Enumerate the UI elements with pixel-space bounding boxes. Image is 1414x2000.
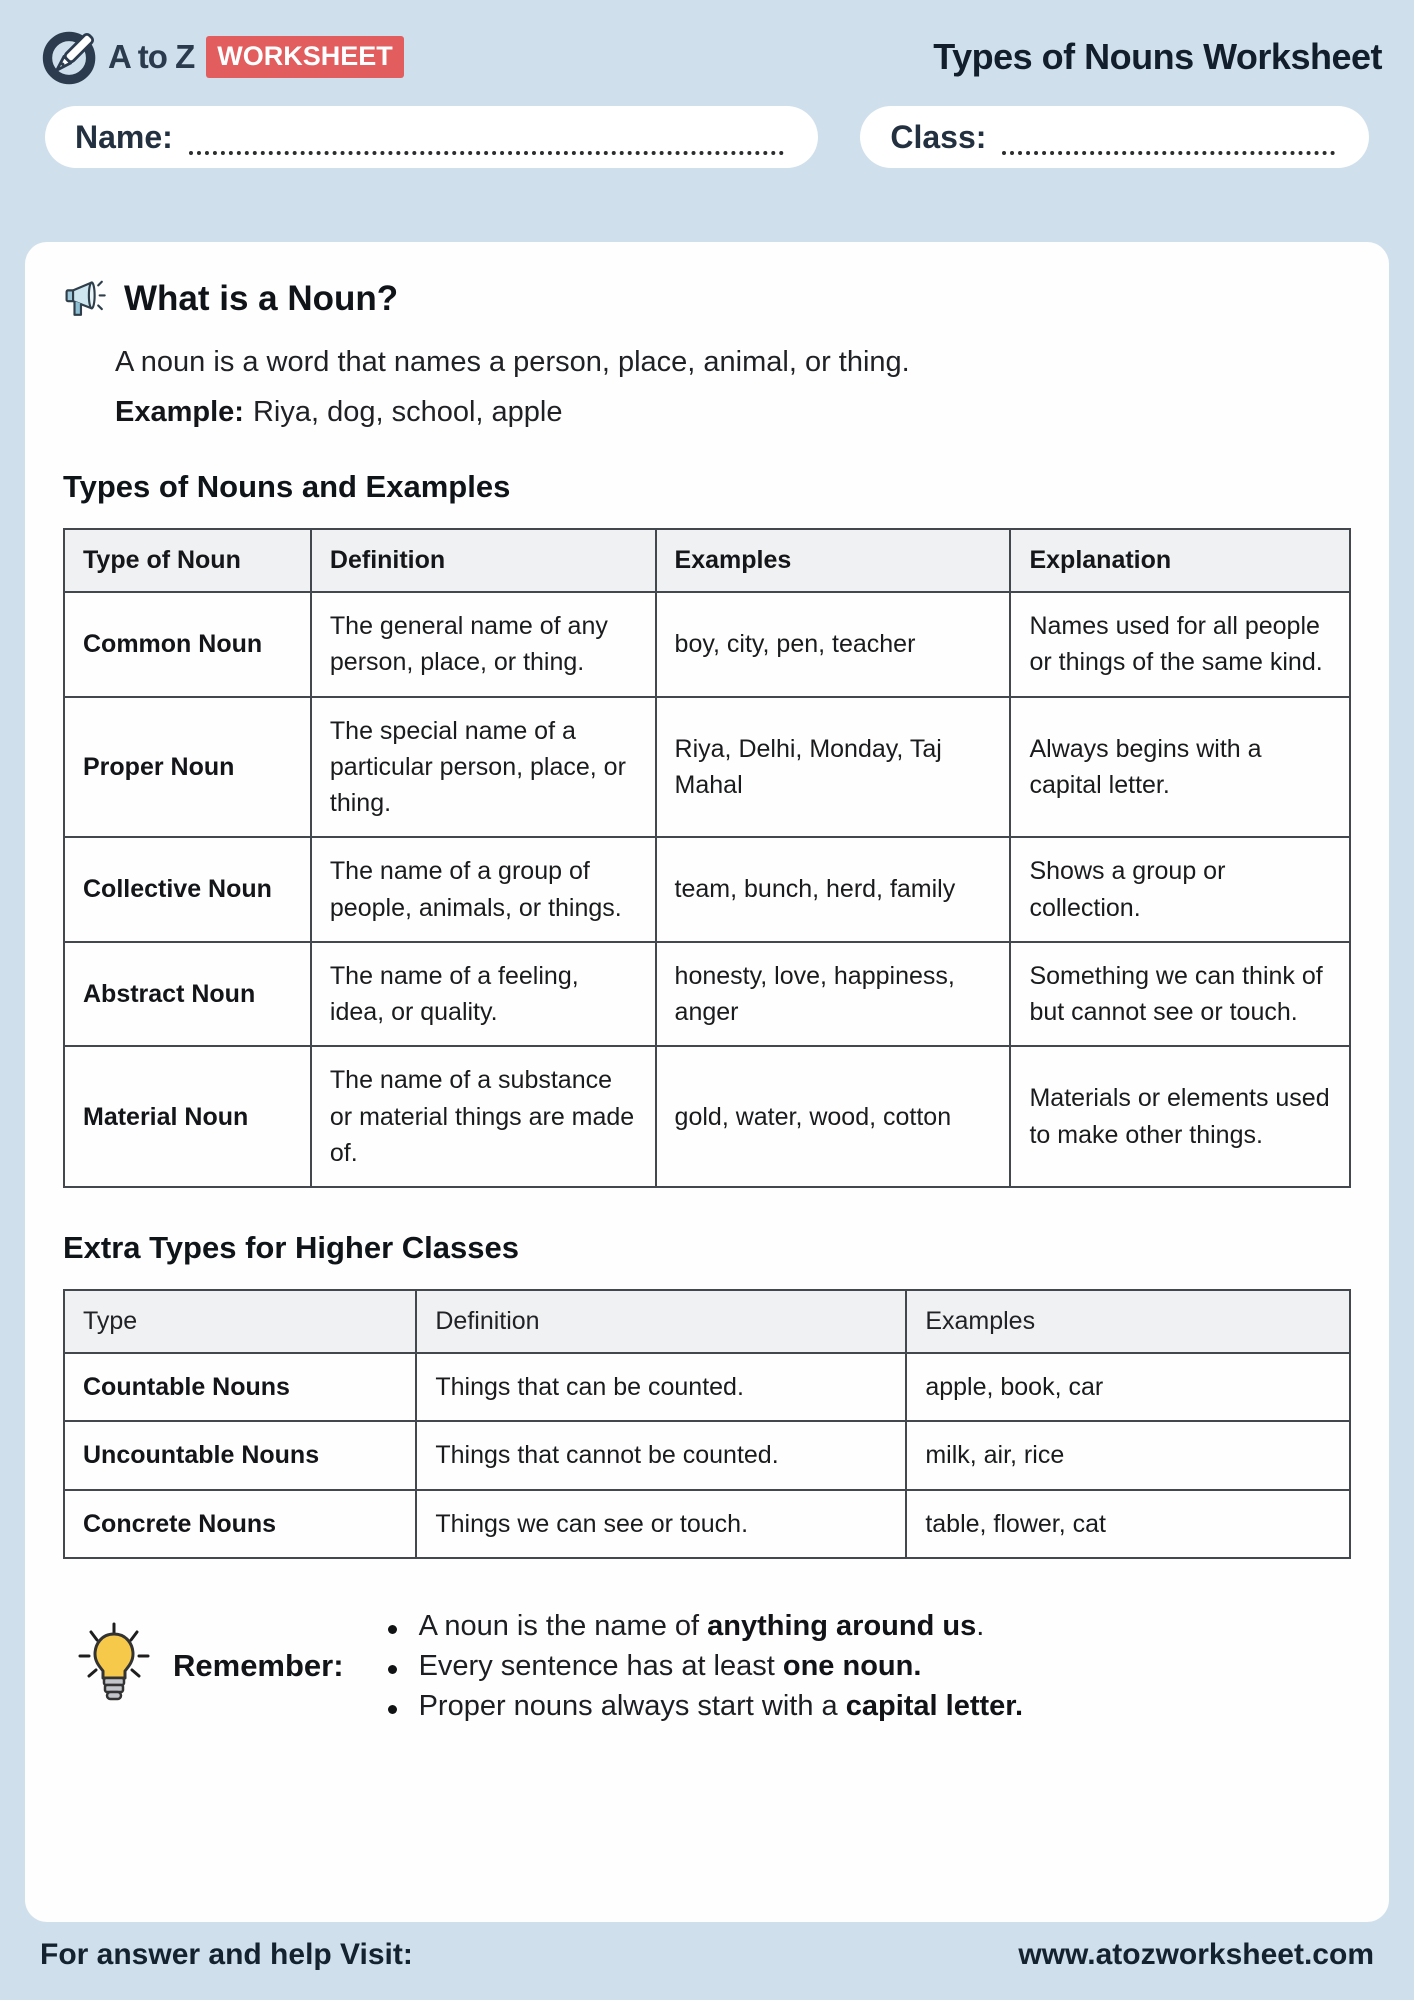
remember-bullet	[388, 1690, 1023, 1723]
table-row	[64, 1490, 1350, 1558]
brand-logo	[40, 26, 404, 88]
cell-explanation: Always begins with a capital letter.	[1010, 697, 1350, 838]
footer-website-link[interactable]: www.atozworksheet.com	[1018, 1938, 1374, 1971]
cell-definition: The special name of a particular person, place, or thing.	[311, 697, 656, 838]
student-fields	[45, 106, 1369, 168]
cell-type: Abstract Noun	[64, 942, 311, 1047]
cell-type: Material Noun	[64, 1046, 311, 1187]
col-header-examples: Examples	[906, 1290, 1350, 1353]
intro-heading-text: What is a Noun?	[124, 279, 399, 318]
cell-explanation: Names used for all people or things of the same kind.	[1010, 592, 1350, 697]
bullet-dot	[388, 1665, 397, 1674]
cell-definition: The name of a substance or material things are made of.	[311, 1046, 656, 1187]
bullet-bold: anything around us	[707, 1609, 977, 1642]
cell-examples: team, bunch, herd, family	[656, 837, 1011, 942]
table-row	[64, 592, 1350, 697]
cell-definition: The name of a feeling, idea, or quality.	[311, 942, 656, 1047]
cell-examples: Riya, Delhi, Monday, Taj Mahal	[656, 697, 1011, 838]
table-row	[64, 1046, 1350, 1187]
table-header-row	[64, 529, 1350, 592]
cell-type: Common Noun	[64, 592, 311, 697]
pen-circle-icon	[40, 26, 100, 88]
footer-help-text: For answer and help Visit:	[40, 1938, 413, 1971]
table-header-row	[64, 1290, 1350, 1353]
cell-explanation: Shows a group or collection.	[1010, 837, 1350, 942]
remember-bullet	[388, 1610, 1023, 1643]
cell-definition: The name of a group of people, animals, or things.	[311, 837, 656, 942]
cell-examples: table, flower, cat	[906, 1490, 1350, 1558]
col-header-definition: Definition	[311, 529, 656, 592]
bullet-bold: capital letter.	[845, 1689, 1024, 1722]
page-title: Types of Nouns Worksheet	[933, 36, 1382, 77]
table-row	[64, 837, 1350, 942]
table-row	[64, 942, 1350, 1047]
cell-definition: Things we can see or touch.	[416, 1490, 906, 1558]
table-row	[64, 697, 1350, 838]
bullet-dot	[388, 1625, 397, 1634]
col-header-explanation: Explanation	[1010, 529, 1350, 592]
cell-explanation: Materials or elements used to make other things.	[1010, 1046, 1350, 1187]
col-header-definition: Definition	[416, 1290, 906, 1353]
cell-type: Proper Noun	[64, 697, 311, 838]
example-text: Riya, dog, school, apple	[252, 396, 563, 428]
remember-label: Remember:	[173, 1648, 344, 1684]
cell-examples: honesty, love, happiness, anger	[656, 942, 1011, 1047]
class-label: Class:	[890, 118, 987, 155]
noun-definition-text: A noun is a word that names a person, place, animal, or thing.	[115, 346, 910, 378]
cell-type: Uncountable Nouns	[64, 1421, 416, 1489]
name-field[interactable]	[45, 106, 818, 168]
cell-explanation: Something we can think of but cannot see or touch.	[1010, 942, 1350, 1047]
noun-example-line	[115, 396, 1351, 429]
cell-examples: apple, book, car	[906, 1353, 1350, 1421]
example-label: Example:	[115, 396, 244, 428]
bullet-pre: Proper nouns always start with a	[418, 1689, 846, 1722]
bullet-post: .	[976, 1609, 985, 1642]
cell-definition: Things that can be counted.	[416, 1353, 906, 1421]
main-table-heading: Types of Nouns and Examples	[63, 469, 511, 504]
cell-type: Countable Nouns	[64, 1353, 416, 1421]
lightbulb-icon	[71, 1618, 157, 1714]
cell-type: Concrete Nouns	[64, 1490, 416, 1558]
cell-definition: Things that cannot be counted.	[416, 1421, 906, 1489]
worksheet-card	[25, 242, 1389, 1922]
remember-list	[388, 1603, 1023, 1730]
remember-bullet	[388, 1650, 1023, 1683]
brand-badge: WORKSHEET	[206, 36, 404, 78]
col-header-examples: Examples	[656, 529, 1011, 592]
brand-name: A to Z	[108, 38, 195, 75]
cell-examples: gold, water, wood, cotton	[656, 1046, 1011, 1187]
col-header-type: Type	[64, 1290, 416, 1353]
intro-heading	[63, 276, 1351, 322]
col-header-type: Type of Noun	[64, 529, 311, 592]
bullet-text	[419, 1690, 1023, 1723]
cell-type: Collective Noun	[64, 837, 311, 942]
cell-examples: milk, air, rice	[906, 1421, 1350, 1489]
cell-examples: boy, city, pen, teacher	[656, 592, 1011, 697]
types-of-nouns-table	[63, 528, 1351, 1188]
extra-types-table	[63, 1289, 1351, 1559]
bullet-bold: one noun.	[782, 1649, 922, 1682]
megaphone-icon	[63, 276, 109, 322]
remember-section	[71, 1603, 1351, 1730]
class-field[interactable]	[860, 106, 1369, 168]
name-label: Name:	[75, 118, 173, 155]
footer	[40, 1938, 1374, 1972]
header	[0, 0, 1414, 88]
table-row	[64, 1421, 1350, 1489]
bullet-pre: A noun is the name of	[418, 1609, 708, 1642]
bullet-dot	[388, 1705, 397, 1714]
extra-table-heading: Extra Types for Higher Classes	[63, 1230, 519, 1265]
cell-definition: The general name of any person, place, or thing.	[311, 592, 656, 697]
bullet-text	[419, 1650, 922, 1683]
name-input-line[interactable]	[189, 119, 785, 155]
table-row	[64, 1353, 1350, 1421]
bullet-text	[419, 1610, 985, 1643]
bullet-pre: Every sentence has at least	[418, 1649, 783, 1682]
class-input-line[interactable]	[1002, 119, 1335, 155]
